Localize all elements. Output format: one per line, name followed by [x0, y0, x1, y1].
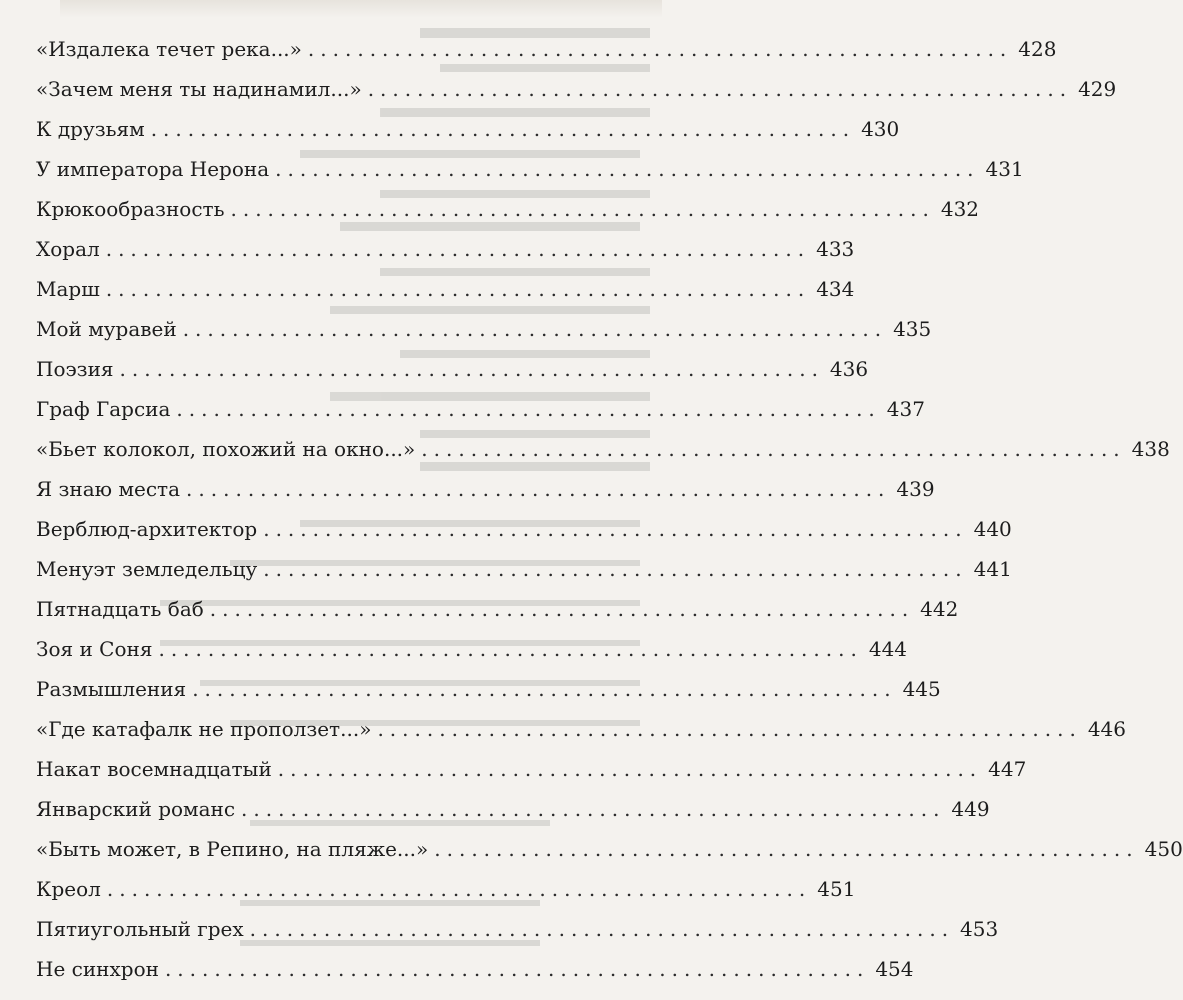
toc-entry-page: 435 — [893, 317, 932, 341]
dot-leader: ......................................................... — [367, 77, 1073, 101]
toc-entry — [36, 352, 869, 382]
toc-entry-title: К друзьям — [36, 117, 145, 141]
toc-entry — [36, 232, 855, 262]
toc-entry-title: Размышления — [36, 677, 187, 701]
toc-entry — [36, 432, 1170, 462]
toc-entry-page: 431 — [985, 157, 1024, 181]
toc-entry-page: 444 — [868, 637, 908, 661]
toc-entry-page: 439 — [896, 477, 935, 501]
dot-leader: ......................................................... — [192, 677, 897, 701]
toc-entry — [36, 512, 1012, 542]
dot-leader: ......................................................... — [263, 517, 968, 541]
dot-leader: ......................................................... — [182, 317, 888, 341]
toc-entry — [36, 632, 908, 662]
toc-entry — [36, 392, 925, 422]
toc-entry-title: «Быть может, в Репино, на пляже...» — [36, 837, 429, 861]
toc-entry — [36, 152, 1024, 182]
toc-entry-page: 434 — [816, 277, 855, 301]
toc-entry-title: У императора Нерона — [36, 157, 270, 181]
toc-entry-title: Креол — [36, 877, 101, 901]
toc-entry — [36, 912, 999, 942]
toc-entry-page: 438 — [1131, 437, 1170, 461]
dot-leader: ......................................................... — [106, 877, 812, 901]
toc-entry-title: Не синхрон — [36, 957, 159, 981]
toc-entry-page: 450 — [1144, 837, 1183, 861]
toc-entry-page: 430 — [861, 117, 900, 141]
toc-entry-page: 445 — [902, 677, 941, 701]
toc-entry-page: 454 — [875, 957, 914, 981]
toc-entry-title: «Зачем меня ты надинамил...» — [36, 77, 362, 101]
dot-leader: ......................................................... — [230, 197, 935, 221]
dot-leader: ......................................................... — [307, 37, 1013, 61]
toc-entry-page: 446 — [1087, 717, 1126, 741]
toc-entry-title: «Где катафалк не проползет...» — [36, 717, 372, 741]
toc-entry-title: Марш — [36, 277, 100, 301]
toc-entry — [36, 552, 1012, 582]
toc-entry-page: 432 — [940, 197, 980, 221]
toc-entry-title: Мой муравей — [36, 317, 177, 341]
toc-entry — [36, 752, 1027, 782]
toc-entry — [36, 672, 941, 702]
dot-leader: ......................................................... — [164, 957, 870, 981]
toc-entry-title: Пятиугольный грех — [36, 917, 244, 941]
toc-entry — [36, 832, 1183, 862]
toc-entry — [36, 952, 914, 982]
dot-leader: ......................................................... — [186, 477, 891, 501]
toc-entry — [36, 592, 959, 622]
toc-entry-title: Пятнадцать баб — [36, 597, 204, 621]
dot-leader: ......................................................... — [176, 397, 881, 421]
toc-entry — [36, 472, 935, 502]
dot-leader: ......................................................... — [209, 597, 915, 621]
toc-entry-title: Зоя и Соня — [36, 637, 153, 661]
toc-entry — [36, 712, 1126, 742]
dot-leader: ......................................................... — [119, 357, 824, 381]
toc-entry — [36, 192, 980, 222]
toc-entry-page: 428 — [1018, 37, 1057, 61]
toc-entry — [36, 872, 856, 902]
toc-entry-page: 453 — [960, 917, 999, 941]
toc-entry-title: «Бьет колокол, похожий на окно...» — [36, 437, 416, 461]
toc-entry-title: Менуэт земледельцу — [36, 557, 258, 581]
toc-entry-page: 441 — [973, 557, 1012, 581]
toc-entry-title: «Издалека течет река...» — [36, 37, 302, 61]
toc-entry-title: Я знаю места — [36, 477, 181, 501]
toc-entry-title: Хорал — [36, 237, 100, 261]
toc-entry-page: 436 — [829, 357, 869, 381]
toc-entry-title: Верблюд-архитектор — [36, 517, 258, 541]
toc-entry-page: 449 — [951, 797, 990, 821]
toc-entry-page: 429 — [1078, 77, 1117, 101]
toc-entry-title: Накат восемнадцатый — [36, 757, 272, 781]
toc-entry — [36, 112, 900, 142]
dot-leader: ......................................................... — [150, 117, 856, 141]
dot-leader: ......................................................... — [263, 557, 968, 581]
dot-leader: ......................................................... — [249, 917, 955, 941]
toc-entry — [36, 32, 1057, 62]
toc-entry-page: 451 — [817, 877, 856, 901]
toc-entry-page: 442 — [920, 597, 959, 621]
dot-leader: ......................................................... — [105, 277, 811, 301]
toc-entry — [36, 272, 855, 302]
toc-entry — [36, 792, 990, 822]
toc-entry — [36, 72, 1117, 102]
toc-entry-page: 447 — [988, 757, 1027, 781]
toc-entry-page: 433 — [816, 237, 855, 261]
dot-leader: ......................................................... — [377, 717, 1082, 741]
toc-entry — [36, 312, 932, 342]
toc-entry-page: 437 — [886, 397, 925, 421]
toc-entry-page: 440 — [973, 517, 1012, 541]
toc-entry-title: Граф Гарсиа — [36, 397, 171, 421]
toc-entry-title: Поэзия — [36, 357, 114, 381]
toc-entry-title: Крюкообразность — [36, 197, 225, 221]
dot-leader: ......................................................... — [105, 237, 811, 261]
dot-leader: ......................................................... — [275, 157, 980, 181]
dot-leader: ......................................................... — [434, 837, 1139, 861]
dot-leader: ......................................................... — [158, 637, 863, 661]
dot-leader: ......................................................... — [241, 797, 946, 821]
toc-entry-title: Январский романс — [36, 797, 236, 821]
dot-leader: ......................................................... — [421, 437, 1126, 461]
dot-leader: ......................................................... — [277, 757, 983, 781]
